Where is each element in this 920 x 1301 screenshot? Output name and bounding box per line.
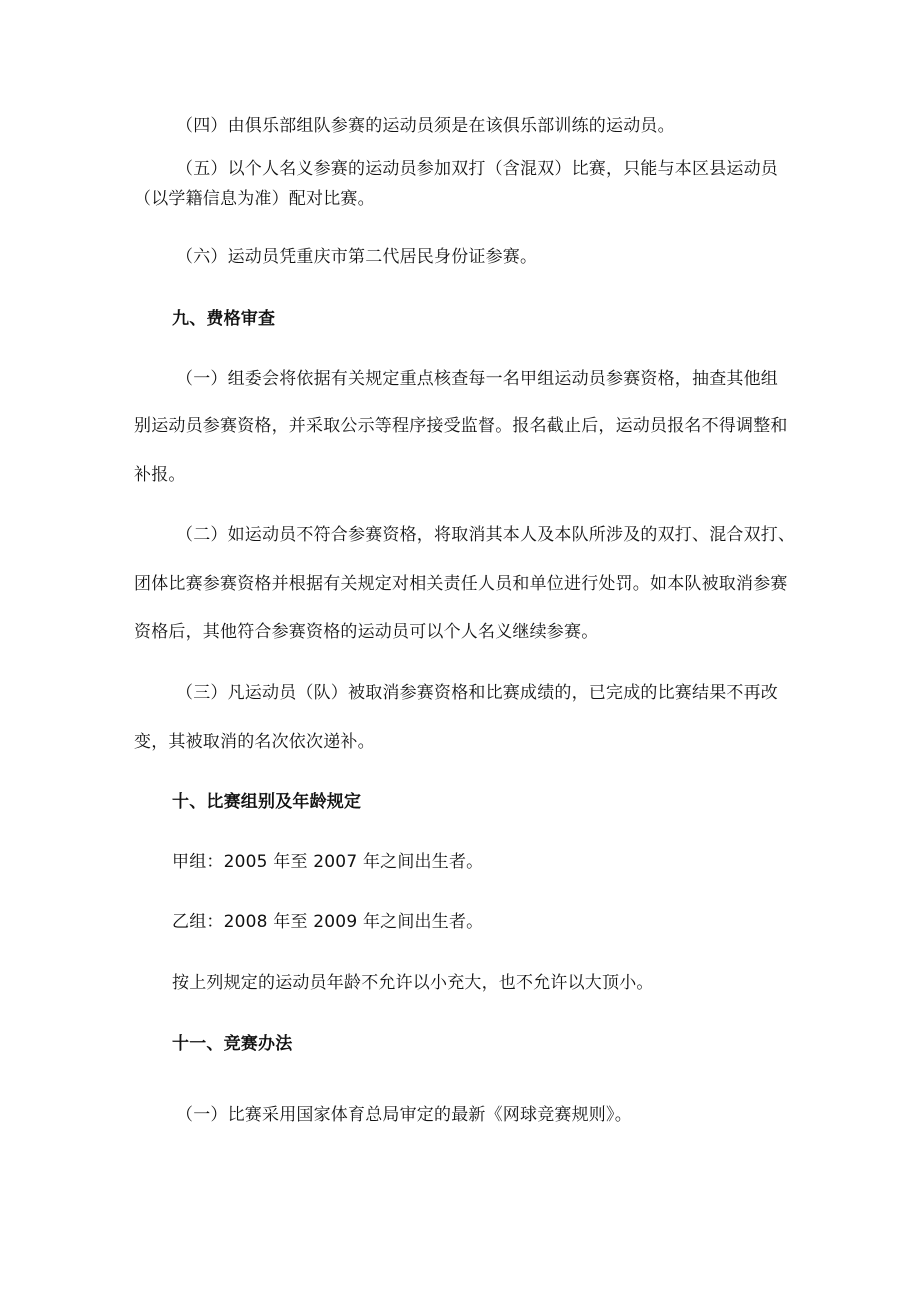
section-9-item-1-line-3: 补报。 <box>134 465 186 485</box>
section-11-item-1-line: （一）比赛采用国家体育总局审定的最新《网球竞赛规则》。 <box>176 1105 632 1125</box>
paragraph-6-line: （六）运动员凭重庆市第二代居民身份证参赛。 <box>176 247 538 267</box>
group-a-rule: 甲组：2005 年至 2007 年之间出生者。 <box>172 852 484 872</box>
paragraph-4-line: （四）由俱乐部组队参赛的运动员须是在该俱乐部训练的运动员。 <box>176 116 675 136</box>
section-9-item-1-line-2: 别运动员参赛资格，并采取公示等程序接受监督。报名截止后，运动员报名不得调整和 <box>134 416 788 436</box>
section-11-heading: 十一、竞赛办法 <box>172 1034 293 1054</box>
paragraph-5-line-2: （以学籍信息为准）配对比赛。 <box>134 189 375 209</box>
section-9-item-2-line-3: 资格后，其他符合参赛资格的运动员可以个人名义继续参赛。 <box>134 622 599 642</box>
section-9-item-3-line-2: 变，其被取消的名次依次递补。 <box>134 732 375 752</box>
section-9-item-2-line-1: （二）如运动员不符合参赛资格，将取消其本人及本队所涉及的双打、混合双打、 <box>176 525 796 545</box>
section-9-item-2-line-2: 团体比赛参赛资格并根据有关规定对相关责任人员和单位进行处罚。如本队被取消参赛 <box>134 574 788 594</box>
age-rule-note: 按上列规定的运动员年龄不允许以小充大，也不允许以大顶小。 <box>172 973 654 993</box>
paragraph-5-line-1: （五）以个人名义参赛的运动员参加双打（含混双）比赛，只能与本区县运动员 <box>176 159 778 179</box>
section-9-item-3-line-1: （三）凡运动员（队）被取消参赛资格和比赛成绩的，已完成的比赛结果不再改 <box>176 683 778 703</box>
section-9-item-1-line-1: （一）组委会将依据有关规定重点核查每一名甲组运动员参赛资格，抽查其他组 <box>176 369 778 389</box>
section-10-heading: 十、比赛组别及年龄规定 <box>172 792 362 812</box>
group-b-rule: 乙组：2008 年至 2009 年之间出生者。 <box>172 912 484 932</box>
section-9-heading: 九、费格审查 <box>172 309 276 329</box>
